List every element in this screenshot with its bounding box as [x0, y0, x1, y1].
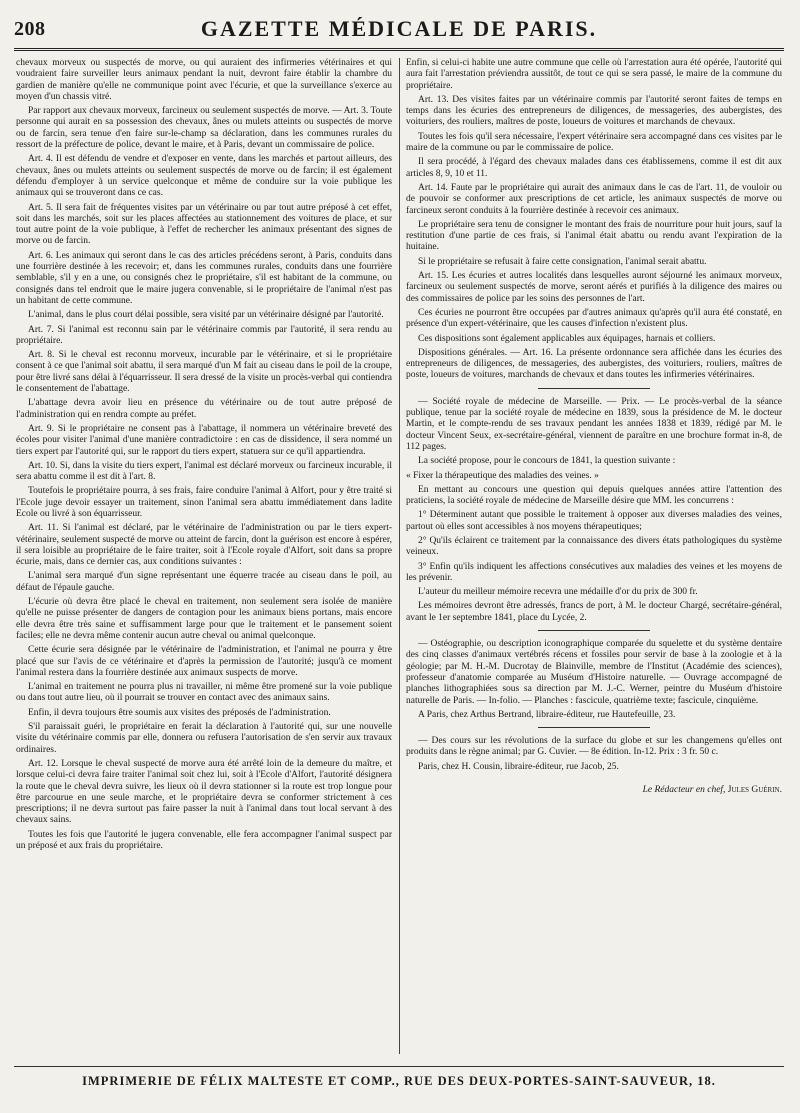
paragraph: — Ostéographie, ou description iconographique comparée du squelette et du système dentaire des cinq classes d'animaux vertébrés récens et fossiles pour servir de base à la zoologie et à la géologie; par M. H.-M. Ducrotay de Blainville, membre de l'Institut (Académie des sciences), professeur d'anatomie comparée au Muséum d'Histoire naturelle. — Ouvrage accompagné de planches lithographiées sous sa direction par M. J.-C. Werner, peintre du Muséum d'histoire naturelle de Paris. — In-folio. — Planches : fascicule, quatrième texte; fascicule, cinquième.	[406, 639, 782, 706]
paragraph: Art. 10. Si, dans la visite du tiers expert, l'animal est déclaré morveux ou farcineux incurable, il sera abattu comme il est dit à l'art. 8.	[16, 460, 392, 483]
paragraph: L'animal en traitement ne pourra plus ni travailler, ni même être promené sur la voie publique ou dans tout autre lieu, où il pourrait se trouver en contact avec des animaux sains.	[16, 682, 392, 704]
printer-imprint: IMPRIMERIE DE FÉLIX MALTESTE ET COMP., RUE DES DEUX-PORTES-SAINT-SAUVEUR, 18.	[82, 1074, 716, 1088]
paragraph: 3° Enfin qu'ils indiquent les affections consécutives aux maladies des veines et les moyens de les prévenir.	[406, 561, 782, 583]
paragraph: Dispositions générales. — Art. 16. La présente ordonnance sera affichée dans les écuries des entrepreneurs de diligences, de messageries, des aubergistes, des voituriers, rouliers, maîtres de poste, loueurs de voitures, marchands de chevaux et dans toutes les infirmeries vétérinaires.	[406, 347, 782, 381]
paragraph: L'abattage devra avoir lieu en présence du vétérinaire ou de tout autre préposé de l'administration qui en rendra compte au préfet.	[16, 398, 392, 420]
paragraph: Art. 11. Si l'animal est déclaré, par le vétérinaire de l'administration ou par le tiers expert-vétérinaire, seulement suspecté de morve ou atteint de farcin, dont la guérison est encore à espérer, il sera loisible au propriétaire de le faire traiter, soit à l'Ecole royale d'Alfort, soit dans sa propre écurie, mais, dans ce dernier cas, aux conditions suivantes :	[16, 523, 392, 568]
paragraph: L'écurie où devra être placé le cheval en traitement, non seulement sera isolée de manière qu'elle ne puisse présenter de dangers de contagion pour les animaux biens portans, mais encore elle devra être très saine et suffisamment large pour que le traitement et le pansement soient faciles; elle ne devra même contenir aucun autre cheval ou animal quelconque.	[16, 597, 392, 641]
paragraph: 2° Qu'ils éclairent ce traitement par la connaissance des divers états pathologiques du système veineux.	[406, 535, 782, 558]
right-column	[406, 58, 782, 1054]
signature-label: Le Rédacteur en chef,	[642, 785, 726, 796]
paragraph: — Société royale de médecine de Marseille. — Prix. — Le procès-verbal de la séance publique, tenue par la société royale de médecine en 1839, sous la présidence de M. le docteur Martin, et le compte-rendu de ses travaux pendant les années 1838 et 1839, rédigé par M. le docteur Vincent Seux, ex-secrétaire-général, viennent de paraître en une brochure format in-8, de 112 pages.	[406, 396, 782, 452]
paragraph: « Fixer la thérapeutique des maladies des veines. »	[406, 470, 599, 481]
paragraph: Enfin, il devra toujours être soumis aux visites des préposés de l'administration.	[28, 707, 331, 718]
paragraph: Toutes les fois que l'autorité le jugera convenable, elle fera accompagner l'animal suspect par un préposé et aux frais du propriétaire.	[16, 829, 392, 851]
left-column	[16, 58, 392, 1054]
paragraph: Art. 6. Les animaux qui seront dans le cas des articles précédens seront, à Paris, conduits dans une fourrière destinée à les recevoir; et, dans les communes rurales, conduits dans une fourrière semblable, s'il y en a une, ou consignés chez le propriétaire, s'il est habitant de la commune, ou consignés dans tel endroit que le maire jugera convenable, si le propriétaire de l'animal n'est pas un habitant de cette commune.	[16, 250, 392, 306]
paragraph: Art. 14. Faute par le propriétaire qui aurait des animaux dans le cas de l'art. 11, de vouloir ou de pouvoir se conformer aux prescriptions de cet article, les animaux suspectés de morve ou farcineux seront conduits à la fourrière destinée à recevoir ces animaux.	[406, 182, 782, 216]
paragraph: Si le propriétaire se refusait à faire cette consignation, l'animal serait abattu.	[418, 256, 707, 267]
editor-signature	[406, 785, 782, 796]
paragraph: La société propose, pour le concours de 1841, la question suivante :	[418, 456, 676, 467]
paragraph: Toutes les fois qu'il sera nécessaire, l'expert vétérinaire sera accompagné dans ces visites par le maire de la commune ou par le commissaire de police.	[406, 131, 782, 154]
paragraph: Art. 15. Les écuries et autres localités dans lesquelles auront séjourné les animaux morveux, farcineux ou seulement suspectés de morve, seront aérés et purifiés à la diligence des maires ou des commissaires de police par les soins des personnes de l'art.	[406, 271, 782, 304]
section-rule	[538, 727, 651, 728]
page-number: 208	[14, 18, 46, 40]
column-divider	[399, 58, 400, 1054]
paragraph: 1° Déterminent autant que possible le traitement à opposer aux diverses maladies des veines, partout où elles sont accessibles à nos moyens thérapeutiques;	[406, 510, 782, 532]
footer-rule	[14, 1066, 784, 1067]
page-header	[14, 14, 784, 51]
paragraph: Par rapport aux chevaux morveux, farcineux ou seulement suspectés de morve. — Art. 3. Toute personne qui aurait en sa possession des chevaux, ânes ou mulets atteints ou suspectés de morve ou de farcin, sera tenue d'en faire sur-le-champ sa déclaration, dans les communes rurales du ressort de la préfecture de police, devant le maire, et à Paris, devant un commissaire de police.	[16, 106, 392, 151]
paragraph: Art. 7. Si l'animal est reconnu sain par le vétérinaire commis par l'autorité, il sera rendu au propriétaire.	[16, 324, 392, 346]
paragraph: A Paris, chez Arthus Bertrand, libraire-éditeur, rue Hautefeuille, 23.	[418, 709, 676, 720]
paragraph: chevaux morveux ou suspectés de morve, ou qui auraient des infirmeries vétérinaires et qui voudraient faire surveiller leurs animaux pendant la nuit, devront faire établir la chambre du gardien de manière qu'elle ne communique point avec l'écurie, et que la surveillance s'exerce au moyen d'un chassis vitré.	[16, 58, 392, 102]
paragraph: Ces dispositions sont également applicables aux équipages, harnais et colliers.	[418, 333, 716, 344]
paragraph: Art. 8. Si le cheval est reconnu morveux, incurable par le vétérinaire, et si le propriétaire consent à ce que l'animal soit abattu, il sera marqué d'un M fait au ciseau dans le poil de la croupe, pour être livré sans délai à l'équarrisseur. Il sera dressé de la visite un procès-verbal qui contiendra le consentement de l'abattage.	[16, 350, 392, 395]
paragraph: L'auteur du meilleur mémoire recevra une médaille d'or du prix de 300 fr.	[418, 587, 698, 598]
paragraph: Enfin, si celui-ci habite une autre commune que celle où l'arrestation aura été opérée, l'autorité qui aura fait l'arrestation préviendra aussitôt, de tout ce qui se sera passé, le maire de la commune du propriétaire.	[406, 58, 782, 91]
paragraph: S'il paraissait guéri, le propriétaire en ferait la déclaration à l'autorité qui, sur une nouvelle visite du vétérinaire commis par elle, donnera ou refusera l'autorisation de s'en servir aux travaux ordinaires.	[16, 722, 392, 755]
paragraph: L'animal, dans le plus court délai possible, sera visité par un vétérinaire désigné par l'autorité.	[28, 310, 384, 321]
paragraph: Le propriétaire sera tenu de consigner le montant des frais de nourriture pour huit jours, sauf la restitution d'une partie de ces frais, si l'animal était abattu ou rendu avant l'expiration de la huitaine.	[406, 219, 782, 253]
paragraph: Art. 4. Il est défendu de vendre et d'exposer en vente, dans les marchés et partout ailleurs, des chevaux, ânes ou mulets atteints ou seulement suspectés de morve ou de farcin; il est également défendu d'employer à un service quelconque et même de conduire sur la voie publique les animaux qui se trouveront dans ce cas.	[16, 154, 392, 199]
paragraph: Cette écurie sera désignée par le vétérinaire de l'administration, et l'animal ne pourra y être placé que sur l'avis de ce vétérinaire et d'après la permission de l'autorité; jusqu'à ce moment l'animal restera dans la fourrière destinée aux animaux suspects de morve.	[16, 645, 392, 678]
paragraph: Toutefois le propriétaire pourra, à ses frais, faire conduire l'animal à Alfort, pour y être traité si l'Ecole juge devoir essayer un traitement, sinon l'animal sera abattu immédiatement dans ladite Ecole ou livré à son équarrisseur.	[16, 486, 392, 519]
paragraph: L'animal sera marqué d'un signe représentant une équerre tracée au ciseau dans le poil, au défaut de l'épaule gauche.	[16, 571, 392, 593]
paragraph: En mettant au concours une question qui depuis quelques années attire l'attention des praticiens, la société royale de médecine de Marseille désire que MM. les concurrens :	[406, 484, 782, 507]
paragraph: Les mémoires devront être adressés, francs de port, à M. le docteur Chargé, secrétaire-général, avant le 1er septembre 1841, place du Lycée, 2.	[406, 601, 782, 623]
paragraph: — Des cours sur les révolutions de la surface du globe et sur les changemens qu'elles ont produits dans le règne animal; par G. Cuvier. — 8e édition. In-12. Prix : 3 fr. 50 c.	[406, 736, 782, 758]
paragraph: Art. 9. Si le propriétaire ne consent pas à l'abattage, il nommera un vétérinaire breveté des écoles pour visiter l'animal d'une manière contradictoire : en cas de dissidence, il sera nommé un tiers expert par l'autorité qui, sur le rapport du tiers expert, statuera sur ce qu'il appartiendra.	[16, 423, 392, 457]
paragraph: Art. 13. Des visites faites par un vétérinaire commis par l'autorité seront faites de temps en temps dans les écuries des entrepreneurs de diligences, de messageries, des aubergistes, des voituriers, des rouliers, maîtres de poste, loueurs de voitures et marchands de chevaux.	[406, 94, 782, 128]
paragraph: Art. 12. Lorsque le cheval suspecté de morve aura été arrêté loin de la demeure du maître, et lorsque celui-ci devra faire traiter l'animal soit chez lui, soit à l'Ecole d'Alfort, l'autorité désignera la route que le cheval devra suivre, les lieux où il devra stationner si la route est trop longue pour être parcourue en une seule marche, et le propriétaire devra se conformer strictement à ces prescriptions; il ne devra surtout pas faire passer la nuit à l'animal dans tout local servant à des chevaux sains.	[16, 758, 392, 826]
paragraph: Ces écuries ne pourront être occupées par d'autres animaux qu'après qu'il aura été constaté, en présence d'un expert-vétérinaire, que les causes d'infection n'existent plus.	[406, 307, 782, 330]
signature-name: Jules Guérin.	[727, 785, 782, 796]
paragraph: Paris, chez H. Cousin, libraire-éditeur, rue Jacob, 25.	[418, 761, 619, 772]
paragraph: Art. 5. Il sera fait de fréquentes visites par un vétérinaire ou par tout autre préposé à cet effet, soit dans les marchés, soit sur les places affectées au stationnement des voitures de place, et sur tout autre point de la voie publique, à l'effet de rechercher les animaux présentant des signes de morve ou de farcin.	[16, 202, 392, 247]
section-rule	[538, 630, 651, 631]
publication-title: GAZETTE MÉDICALE DE PARIS.	[200, 16, 598, 41]
paragraph: Il sera procédé, à l'égard des chevaux malades dans ces établissemens, comme il est dit aux articles 8, 9, 10 et 11.	[406, 157, 782, 179]
section-rule	[538, 388, 651, 389]
